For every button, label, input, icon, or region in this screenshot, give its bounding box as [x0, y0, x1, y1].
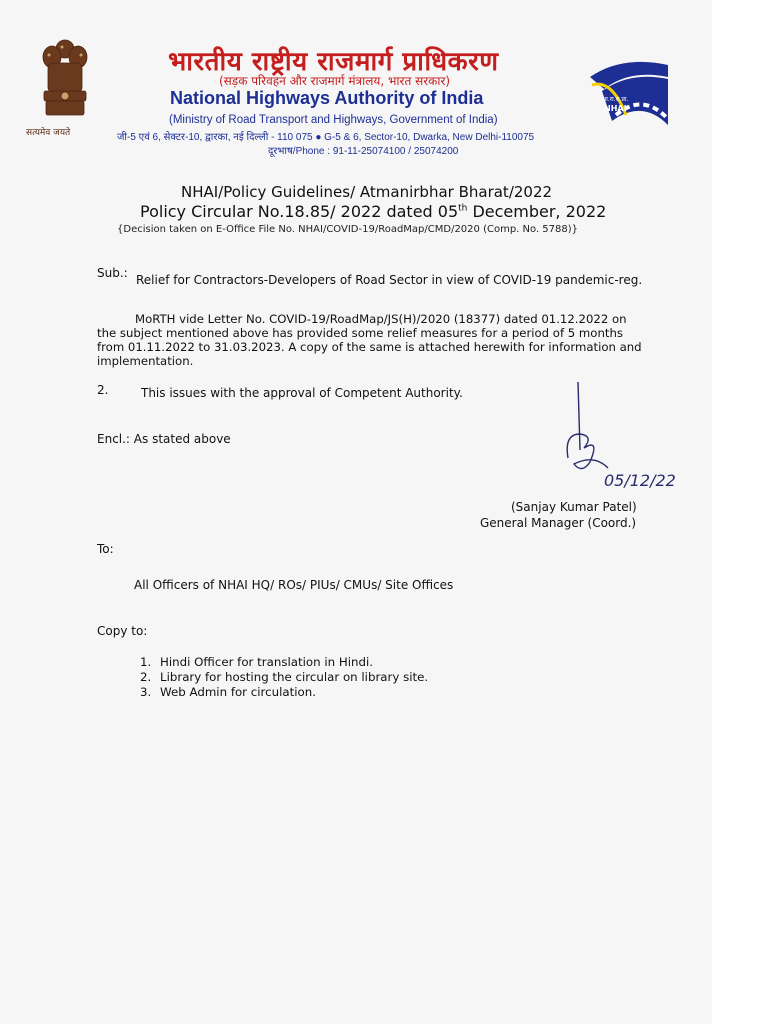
paragraph-2-number: 2. — [97, 383, 109, 397]
to-recipients: All Officers of NHAI HQ/ ROs/ PIUs/ CMUs/ Site Offices — [134, 578, 454, 592]
enclosure-note: Encl.: As stated above — [97, 432, 231, 446]
list-item: 1. Hindi Officer for translation in Hindi. — [140, 655, 373, 669]
copy-to-label: Copy to: — [97, 624, 148, 638]
signature-icon — [560, 378, 690, 498]
address: जी-5 एवं 6, सेक्टर-10, द्वारका, नई दिल्ली - 110 075 ● G-5 & 6, Sector-10, Dwarka, New Delhi-110075 — [117, 132, 535, 143]
subject-text: Relief for Contractors-Developers of Road Sector in view of COVID-19 pandemic-reg. — [136, 273, 643, 287]
hindi-subtitle: (सड़क परिवहन और राजमार्ग मंत्रालय, भारत सरकार) — [219, 74, 451, 88]
signatory-title: General Manager (Coord.) — [480, 516, 637, 530]
to-label: To: — [97, 542, 114, 556]
hindi-title: भारतीय राष्ट्रीय राजमार्ग प्राधिकरण — [168, 47, 499, 77]
circular-number-sup: th — [458, 203, 468, 214]
policy-guidelines-heading: NHAI/Policy Guidelines/ Atmanirbhar Bharat/2022 — [181, 183, 553, 201]
signature-date: 05/12/22 — [604, 471, 676, 490]
signatory-name: (Sanjay Kumar Patel) — [511, 500, 637, 514]
national-emblem-icon — [34, 35, 96, 135]
nhai-logo-icon — [582, 55, 670, 131]
paragraph-2-text: This issues with the approval of Competent Authority. — [141, 386, 463, 400]
phone: दूरभाष/Phone : 91-11-25074100 / 25074200 — [268, 146, 459, 157]
english-subtitle: (Ministry of Road Transport and Highways, Government of India) — [169, 114, 498, 126]
circular-number — [140, 202, 606, 221]
circular-number-prefix: Policy Circular No.18.85/ 2022 dated 05 — [140, 202, 459, 221]
emblem-caption: सत्यमेव जयते — [26, 128, 71, 138]
english-title: National Highways Authority of India — [170, 88, 484, 108]
paragraph-1: MoRTH vide Letter No. COVID-19/RoadMap/JS(H)/2020 (18377) dated 01.12.2022 on the subject mentioned above has provided some relief measures for a period of 5 months from 01.11.2022 to 31.03.2023. A copy of the same is attached herewith for information and implementation. — [97, 312, 642, 368]
list-item: 2. Library for hosting the circular on library site. — [140, 670, 429, 684]
copy-to-list — [140, 655, 428, 700]
decision-note: {Decision taken on E-Office File No. NHAI/COVID-19/RoadMap/CMD/2020 (Comp. No. 5788)} — [117, 224, 579, 235]
list-item: 3. Web Admin for circulation. — [140, 685, 316, 699]
logo-hindi: भा.रा.रा.प्रा. — [602, 96, 629, 103]
subject-label: Sub.: — [97, 266, 128, 280]
circular-number-suffix: December, 2022 — [467, 202, 607, 221]
logo-text: NHAI — [604, 104, 627, 113]
